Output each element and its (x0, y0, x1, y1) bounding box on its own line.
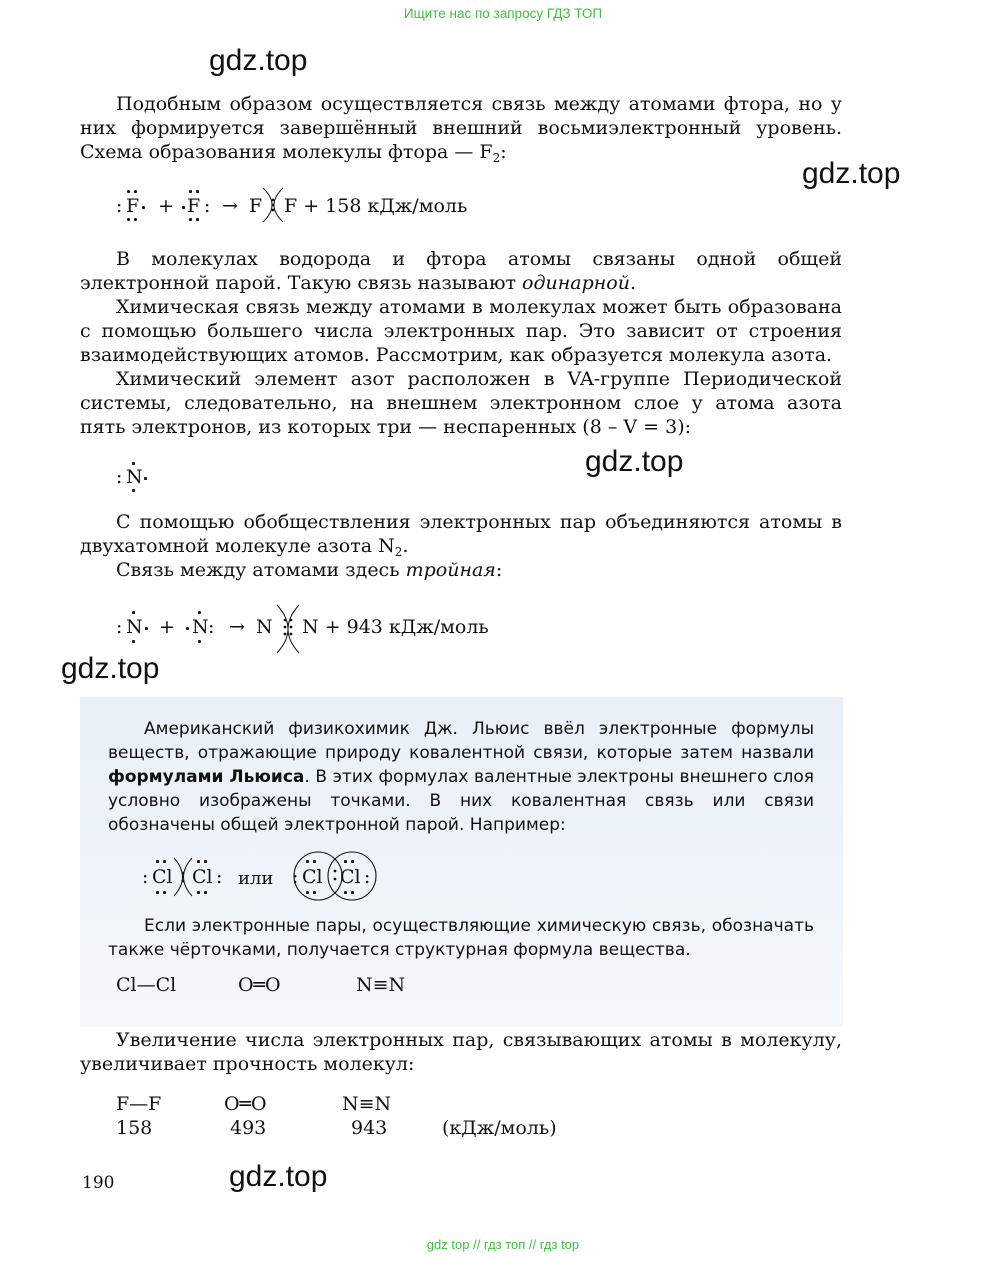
energy-formula: O═O (224, 1093, 267, 1115)
watermark: gdz.top (585, 445, 684, 478)
energy-value: 943 (351, 1117, 388, 1139)
shared-pair-marker (261, 186, 285, 224)
paragraph-strength: Увеличение числа электронных пар, связывающих атомы в молекулу, увеличивает прочность молекул: (80, 1029, 842, 1075)
shared-pair-marker (172, 856, 194, 898)
energy-value: 158 (116, 1117, 153, 1139)
watermark: gdz.top (229, 1160, 328, 1193)
paragraph-triple-bond: Связь между атомами здесь тройная: (116, 559, 503, 581)
structural-formula-o2: O═O (238, 974, 281, 996)
watermark: gdz.top (61, 652, 160, 685)
energy-formula: F—F (116, 1093, 162, 1115)
paragraph-multiple-pairs: Химическая связь между атомами в молекулах может быть образована с помощью большего числа электронных пар. Это зависит от строения взаимодействующих атомов. Рассмотрим, как образуется молекула азота. (80, 296, 842, 366)
paragraph-fluorine: Подобным образом осуществляется связь между атомами фтора, но у них формируется завершённый внешний восьмиэлектронный уровень. Схема образования молекулы фтора — $F_2$: (80, 93, 842, 165)
shared-pairs-marker (274, 603, 302, 655)
structural-formula-n2: N≡N (356, 974, 406, 996)
paragraph-n2: С помощью обобществления электронных пар объединяются атомы в двухатомной молекуле азота $N_2$. (80, 511, 842, 559)
page-number: 190 (82, 1173, 115, 1193)
energy-formula: N≡N (342, 1093, 392, 1115)
box-paragraph-structural: Если электронные пары, осуществляющие химическую связь, обозначать также чёрточками, получается структурная формула вещества. (108, 916, 814, 960)
energy-value: 493 (230, 1117, 267, 1139)
footer-links: gdz top // гдз топ // гдз top (426, 1237, 580, 1252)
chlorine-lewis-diagrams: : Cl Cl : или : Cl Cl : (142, 850, 392, 902)
watermark: gdz.top (802, 157, 901, 190)
equation-nitrogen: : N + N : → N N + 943 кДж/моль (116, 603, 596, 655)
top-banner: Ищите нас по запросу ГДЗ ТОП (403, 6, 603, 21)
paragraph-single-bond: В молекулах водорода и фтора атомы связаны одной общей электронной парой. Такую связь называют одинарной. (80, 248, 842, 294)
energy-unit: (кДж/моль) (442, 1117, 557, 1139)
paragraph-nitrogen: Химический элемент азот расположен в VA-группе Периодической системы, следовательно, на внешнем электронном слое у атома азота пять электронов, из которых три — неспаренных (8 – V = 3): (80, 368, 842, 438)
watermark: gdz.top (209, 44, 308, 77)
nitrogen-electron-diagram: : N (116, 458, 176, 494)
box-paragraph-lewis: Американский физикохимик Дж. Льюис ввёл электронные формулы веществ, отражающие природу ковалентной связи, которые затем назвали формулами Льюиса. В этих формулах валентные электроны внешнего слоя условно изображены точками. В них ковалентная связь или связи обозначены общей электронной парой. Например: (108, 719, 814, 835)
structural-formula-cl2: Cl—Cl (116, 974, 177, 996)
equation-fluorine: : F + F : → F F + 158 кДж/моль (116, 184, 596, 224)
